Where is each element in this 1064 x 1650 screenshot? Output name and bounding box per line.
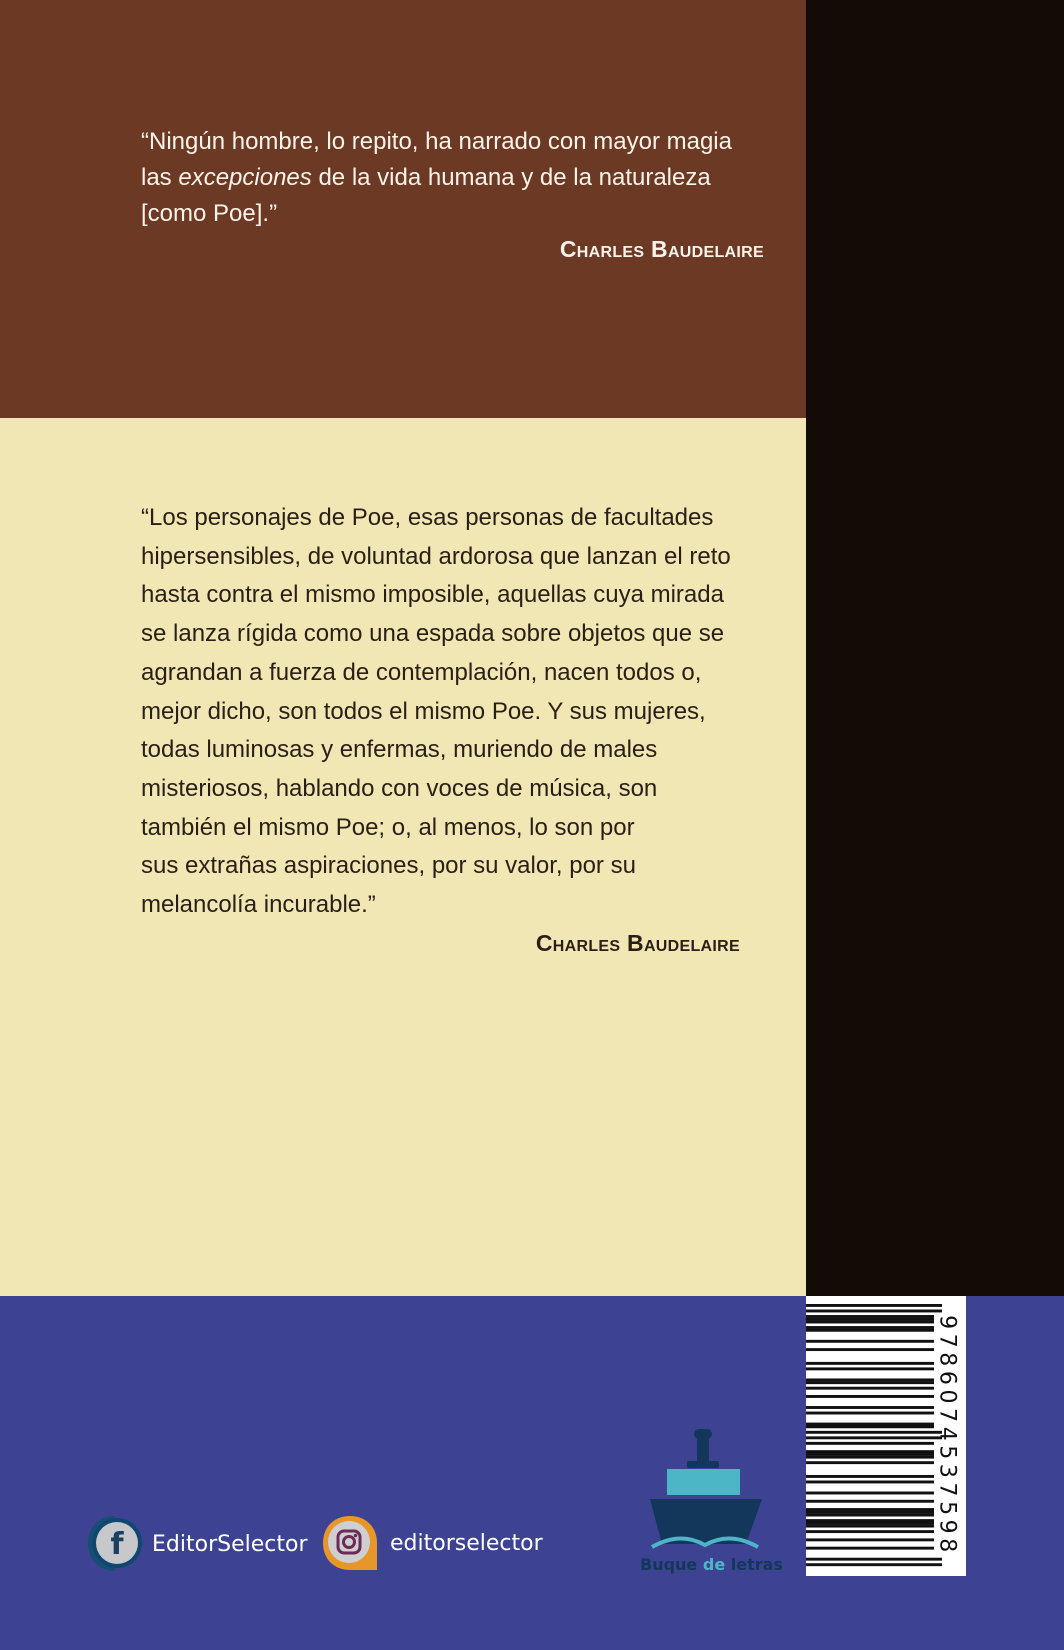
barcode-bar — [806, 1442, 934, 1445]
barcode-bar — [806, 1348, 934, 1351]
barcode-bar — [806, 1538, 934, 1541]
ship-icon — [640, 1425, 770, 1555]
buque-de-letras-logo — [640, 1425, 783, 1580]
barcode-bar — [806, 1423, 934, 1426]
quote1-line: las — [141, 164, 179, 191]
barcode-bar — [806, 1461, 934, 1464]
quote1-line: “Ningún hombre, lo repito, ha narrado con mayor magia — [141, 128, 732, 155]
facebook-label: EditorSelector — [152, 1531, 308, 1557]
quote2-line: todas luminosas y enfermas, muriendo de males — [141, 736, 658, 764]
quote2-line: misteriosos, hablando con voces de música, son — [141, 774, 658, 802]
barcode-bar — [806, 1318, 934, 1321]
barcode-bar — [806, 1387, 934, 1390]
quote1-attribution: Charles Baudelaire — [559, 236, 764, 262]
quote-baudelaire-1 — [141, 124, 781, 232]
logo-text — [640, 1555, 783, 1574]
logo-word: de — [702, 1555, 726, 1574]
quote1-line: de la vida humana y de la naturaleza — [311, 164, 711, 191]
barcode-bar — [806, 1321, 934, 1324]
quote2-line: sus extrañas aspiraciones, por su valor, por su — [141, 852, 636, 880]
quote2-line: se lanza rígida como una espada sobre objetos que se — [141, 620, 725, 648]
barcode-bar — [806, 1310, 942, 1313]
quote2-line: hipersensibles, de voluntad ardorosa que lanzan el reto — [141, 542, 731, 570]
barcode-bar — [806, 1431, 942, 1434]
barcode-bar — [806, 1412, 934, 1415]
barcode-bar — [806, 1436, 942, 1439]
facebook-handle[interactable] — [86, 1514, 307, 1574]
instagram-icon — [320, 1512, 380, 1574]
quote-baudelaire-2 — [141, 499, 761, 925]
quote2-line: agrandan a fuerza de contemplación, nacen todos o, — [141, 658, 702, 686]
instagram-label: editorselector — [390, 1530, 543, 1556]
instagram-handle[interactable] — [320, 1512, 543, 1574]
quote1-emphasis: excepciones — [178, 164, 312, 191]
quote2-line: también el mismo Poe; o, al menos, lo son por — [141, 813, 635, 841]
barcode-bar — [806, 1367, 934, 1370]
logo-word: Buque — [640, 1555, 698, 1574]
quote2-line: mejor dicho, son todos el mismo Poe. Y sus mujeres, — [141, 697, 706, 725]
barcode-bar — [806, 1425, 934, 1428]
barcode-bar — [806, 1514, 934, 1517]
barcode-bar — [806, 1508, 934, 1511]
barcode-bar — [806, 1381, 934, 1384]
barcode-bar — [806, 1378, 934, 1381]
barcode-bar — [806, 1511, 934, 1514]
quote2-line: “Los personajes de Poe, esas personas de facultades — [141, 504, 714, 531]
quote2-attribution: Charles Baudelaire — [535, 930, 740, 956]
facebook-icon — [86, 1514, 144, 1574]
barcode-bar — [806, 1481, 934, 1484]
quote2-line: melancolía incurable.” — [141, 891, 376, 919]
barcode-bar — [806, 1519, 934, 1522]
barcode-bar — [806, 1329, 934, 1332]
barcode-bar — [806, 1500, 934, 1503]
barcode-bar — [806, 1326, 934, 1329]
barcode-bar — [806, 1547, 934, 1550]
logo-word: letras — [730, 1555, 783, 1574]
isbn-digits: 9786074537598 — [934, 1315, 960, 1557]
barcode-bar — [806, 1475, 934, 1478]
barcode-bar — [806, 1406, 934, 1409]
quote1-line: [como Poe].” — [141, 200, 278, 227]
barcode-bar — [806, 1395, 934, 1398]
barcode-bar — [806, 1315, 934, 1318]
barcode-bar — [806, 1525, 934, 1528]
barcode-bar — [806, 1304, 942, 1307]
barcode-bar — [806, 1450, 934, 1453]
barcode-bar — [806, 1563, 942, 1566]
barcode-bar — [806, 1340, 934, 1343]
barcode-bar — [806, 1453, 934, 1456]
barcode-bar — [806, 1530, 934, 1533]
barcode-bar — [806, 1492, 934, 1495]
barcode-bar — [806, 1362, 934, 1365]
dark-spine-strip — [806, 0, 1064, 1296]
quote2-line: hasta contra el mismo imposible, aquellas cuya mirada — [141, 581, 724, 609]
barcode-bar — [806, 1522, 934, 1525]
barcode-bar — [806, 1456, 934, 1459]
barcode-bar — [806, 1558, 942, 1561]
svg-text:f: f — [110, 1527, 124, 1562]
